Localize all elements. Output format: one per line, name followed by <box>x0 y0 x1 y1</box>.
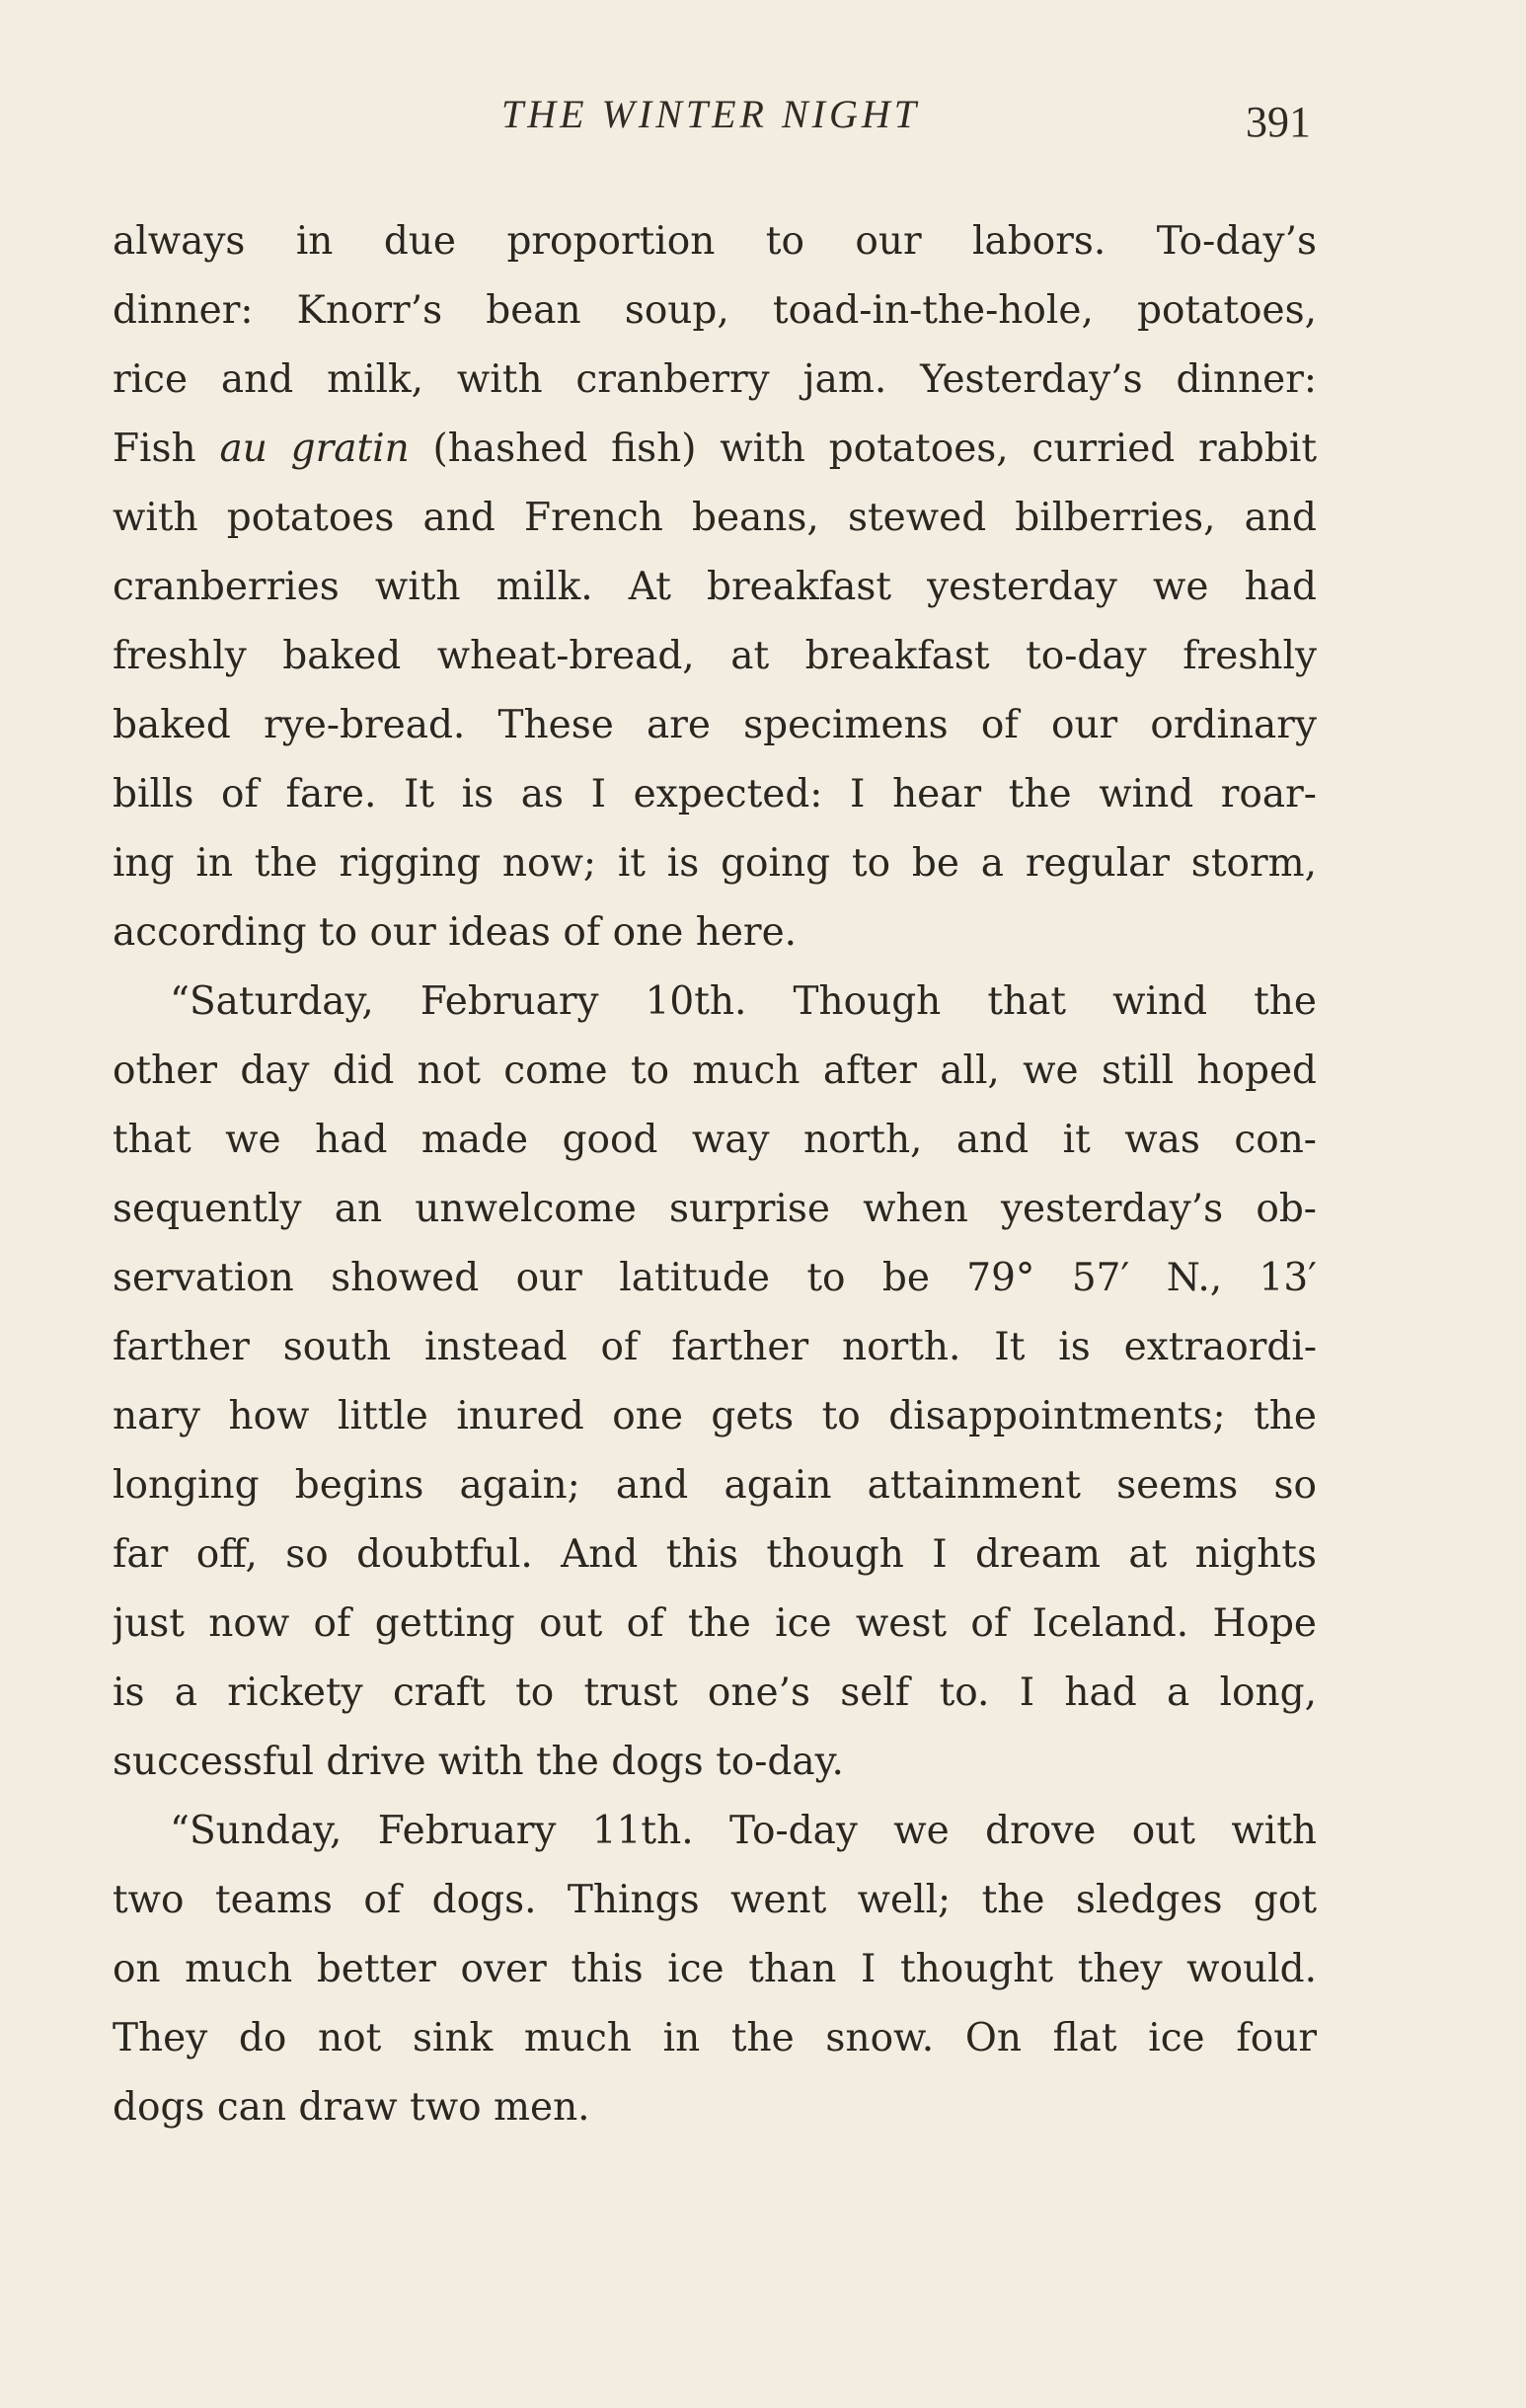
text-line: baked rye-bread. These are specimens of our ordinary <box>113 703 1317 747</box>
text-line <box>113 415 1317 484</box>
text-segment: Fish <box>113 427 196 471</box>
text-line: other day did not come to much after all, we still hoped <box>113 1049 1317 1093</box>
text-line: ing in the rigging now; it is going to be a regular storm, <box>113 841 1317 886</box>
text-line: just now of getting out of the ice west of Iceland. Hope <box>113 1601 1317 1646</box>
text-line: cranberries with milk. At breakfast yesterday we had <box>113 565 1317 609</box>
text-line: two teams of dogs. Things went well; the sledges got <box>113 1878 1317 1922</box>
text-line: dinner: Knorr’s bean soup, toad-in-the-hole, potatoes, <box>113 288 1317 333</box>
running-head-title: THE WINTER NIGHT <box>500 92 921 136</box>
italic-phrase: au gratin <box>219 427 410 471</box>
text-line: farther south instead of farther north. It is extraordi- <box>113 1325 1317 1369</box>
text-line: that we had made good way north, and it was con- <box>113 1118 1317 1162</box>
body-text <box>113 207 1317 2142</box>
running-head <box>0 91 1526 150</box>
text-line: sequently an unwelcome surprise when yesterday’s ob- <box>113 1187 1317 1231</box>
text-line: longing begins again; and again attainment seems so <box>113 1463 1317 1508</box>
text-line: always in due proportion to our labors. To-day’s <box>113 219 1317 264</box>
text-line: bills of fare. It is as I expected: I hear the wind roar- <box>113 772 1317 816</box>
text-line: “Sunday, February 11th. To-day we drove out with <box>170 1809 1317 1853</box>
page-number: 391 <box>1246 98 1311 146</box>
text-line: on much better over this ice than I thought they would. <box>113 1947 1317 1991</box>
text-line: according to our ideas of one here. <box>113 910 798 955</box>
text-line: far off, so doubtful. And this though I dream at nights <box>113 1532 1317 1577</box>
text-line: dogs can draw two men. <box>113 2085 590 2130</box>
text-segment: (hashed fish) with potatoes, curried rabbit <box>432 427 1317 471</box>
text-line: “Saturday, February 10th. Though that wind the <box>170 979 1317 1024</box>
text-line: is a rickety craft to trust one’s self to. I had a long, <box>113 1670 1317 1715</box>
text-line: nary how little inured one gets to disappointments; the <box>113 1394 1317 1438</box>
text-line: successful drive with the dogs to-day. <box>113 1740 844 1784</box>
text-line: with potatoes and French beans, stewed bilberries, and <box>113 496 1317 540</box>
text-line: freshly baked wheat-bread, at breakfast to-day freshly <box>113 634 1317 678</box>
text-line: servation showed our latitude to be 79° 57′ N., 13′ <box>113 1256 1317 1300</box>
text-line: rice and milk, with cranberry jam. Yesterday’s dinner: <box>113 357 1317 402</box>
text-line: They do not sink much in the snow. On flat ice four <box>113 2016 1317 2060</box>
